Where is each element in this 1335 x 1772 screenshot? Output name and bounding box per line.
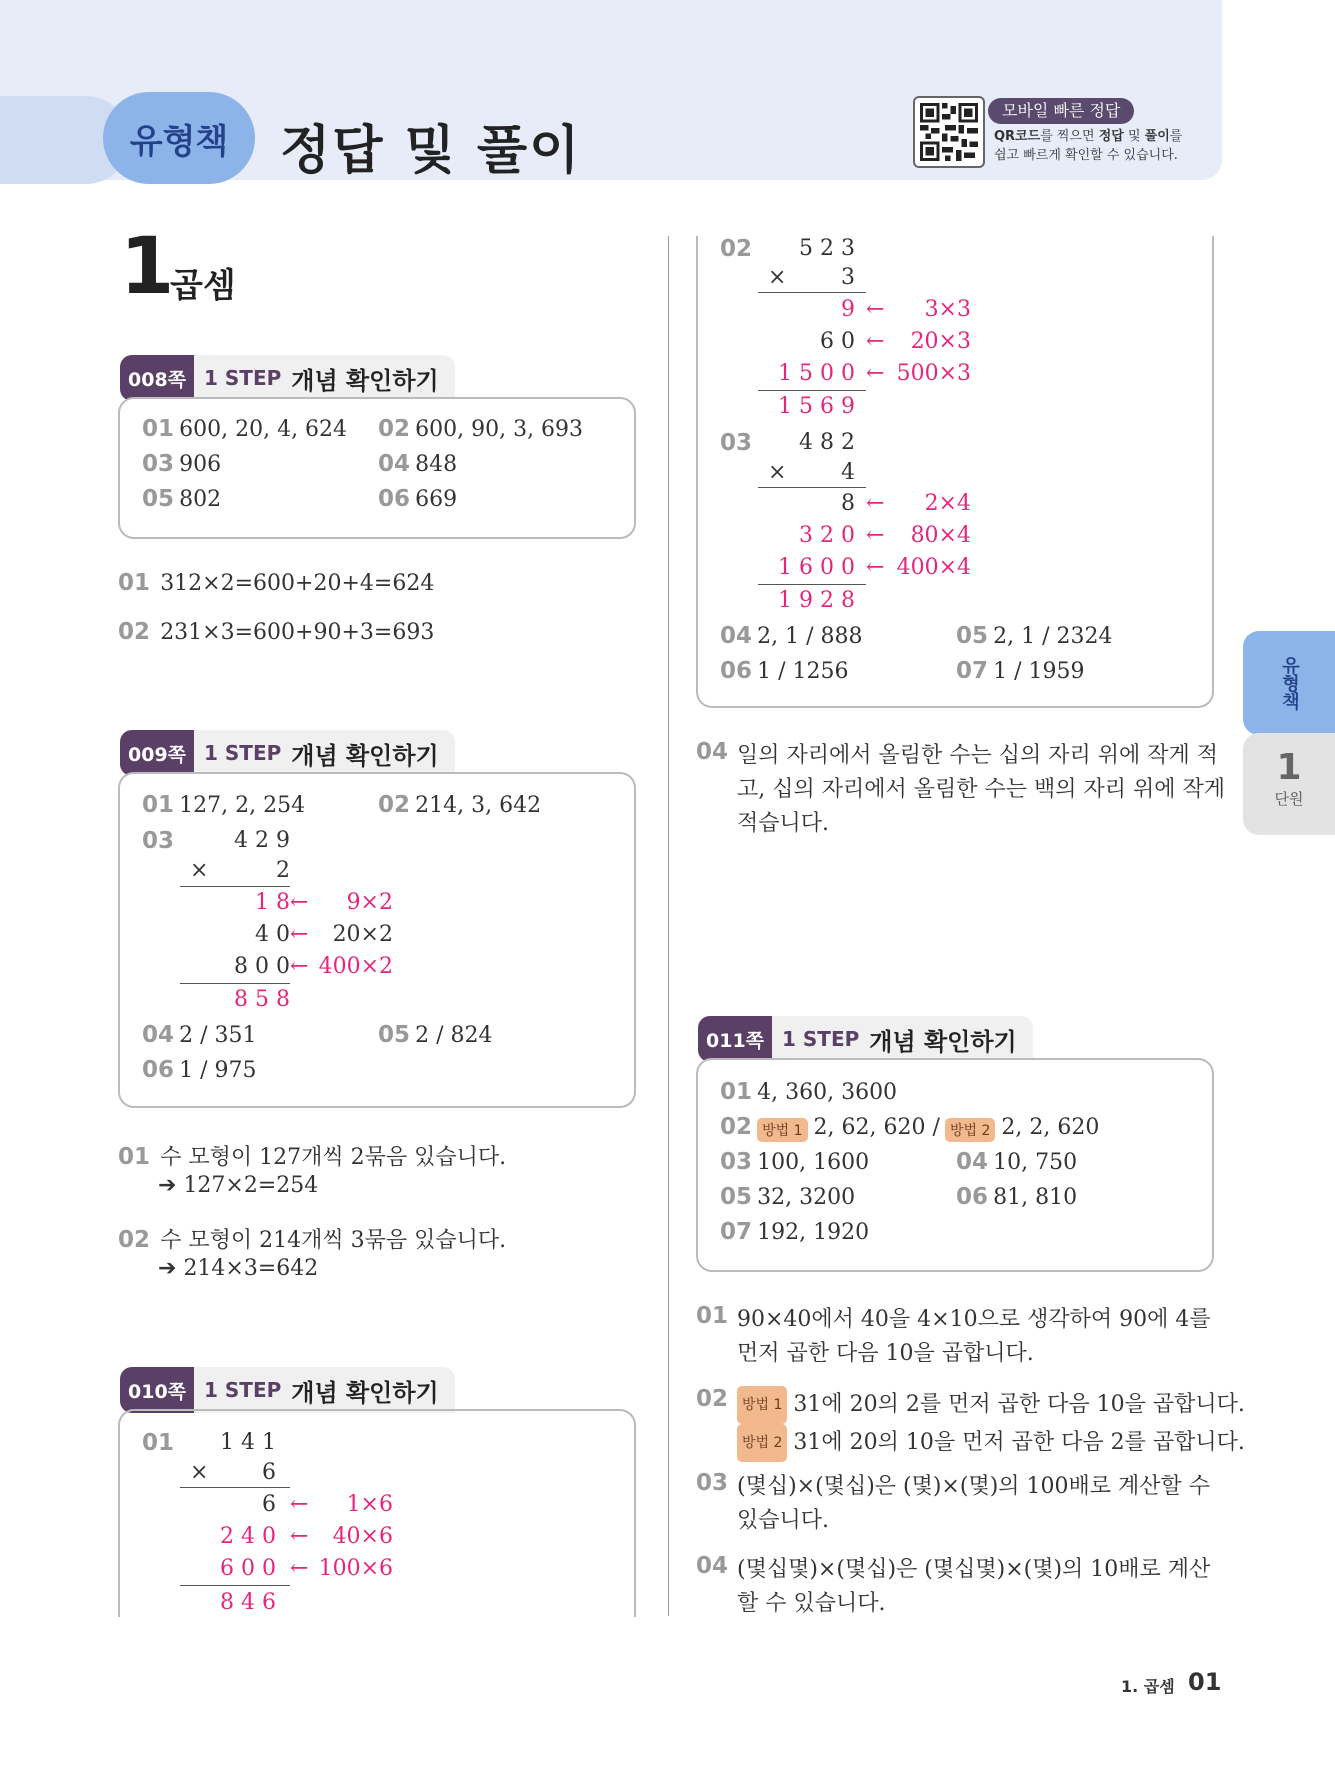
step-label: 1 STEP [204, 741, 282, 765]
answer-item: 02 600, 90, 3, 693 [378, 416, 584, 442]
answer-item: 07 192, 1920 [720, 1219, 870, 1245]
calc-line [758, 487, 866, 488]
chapter-name: 곱셈 [170, 266, 236, 306]
footer-chapter: 1. 곱셈 [1121, 1677, 1175, 1696]
method-badge: 방법 1 [757, 1118, 807, 1142]
arrow-icon: ← [290, 890, 309, 915]
explanation-formula: ➔ 127×2=254 [158, 1173, 319, 1198]
step-label: 1 STEP [204, 1378, 282, 1402]
explanation-text: (몇십몇)×(몇십)은 (몇십몇)×(몇)의 10배로 계산 할 수 있습니다. [737, 1557, 1211, 1616]
unit-label: 단원 [1274, 790, 1304, 808]
calc-line [758, 584, 866, 585]
section-011-badge [698, 1016, 1033, 1062]
arrow-icon: ← [866, 523, 885, 548]
times-sign: × [768, 460, 787, 485]
explanation-item: 02 231×3=600+90+3=693 [118, 619, 435, 645]
item-number: 02 [696, 1386, 729, 1412]
qr-code-icon[interactable] [913, 96, 985, 168]
arrow-icon: ← [866, 329, 885, 354]
arrow-icon: ← [290, 1524, 309, 1549]
explanation-item: 01 수 모형이 127개씩 2묶음 있습니다. [118, 1144, 507, 1170]
answer-item: 04 2 / 351 [142, 1022, 257, 1048]
answer-item: 07 1 / 1959 [956, 658, 1085, 684]
calc-sum: 1 9 2 8 [778, 588, 855, 613]
calc-line [758, 390, 866, 391]
explanation-item: 01 312×2=600+20+4=624 [118, 570, 435, 596]
explanation-text: 일의 자리에서 올림한 수는 십의 자리 위에 작게 적 고, 십의 자리에서 올림한 수는 백의 자리 위에 작게 적습니다. [737, 743, 1225, 836]
calc-sum: 1 5 6 9 [778, 394, 855, 419]
column-divider [668, 236, 669, 1616]
answer-item: 04 848 [378, 451, 458, 477]
answer-item: 01 600, 20, 4, 624 [142, 416, 348, 442]
answer-item: 02 방법 1 2, 62, 620 / 방법 2 2, 2, 620 [720, 1114, 1100, 1140]
explanation-text: 90×40에서 40을 4×10으로 생각하여 90에 4를 먼저 곱한 다음 10을 곱합니다. [737, 1307, 1211, 1366]
arrow-icon: ← [290, 954, 309, 979]
answer-item: 05 32, 3200 [720, 1184, 856, 1210]
side-tab-book[interactable]: 유형책 [1243, 631, 1335, 735]
partial-note: 9×2 [346, 890, 393, 915]
unit-number: 1 [1276, 747, 1302, 788]
calc-multiplicand: 4 2 9 [234, 828, 290, 853]
explanation-text: 방법 1 31에 20의 2를 먼저 곱한 다음 10을 곱합니다. 방법 2 31에 20의 10을 먼저 곱한 다음 2를 곱합니다. [737, 1386, 1245, 1462]
page-title: 정답 및 풀이 [280, 121, 582, 181]
calc-multiplier: 3 [841, 265, 855, 290]
arrow-icon: ← [290, 1556, 309, 1581]
calc-multiplier: 4 [841, 460, 855, 485]
partial-note: 40×6 [332, 1524, 393, 1549]
item-number: 03 [696, 1470, 729, 1496]
arrow-icon: ← [290, 1492, 309, 1517]
calc-multiplicand: 1 4 1 [220, 1430, 276, 1455]
item-number: 04 [696, 1553, 729, 1579]
calc-line [180, 1585, 290, 1586]
times-sign: × [768, 265, 787, 290]
partial-note: 20×2 [332, 922, 393, 947]
partial-note: 100×6 [318, 1556, 393, 1581]
partial-product: 8 [841, 491, 855, 516]
explanation-formula: ➔ 214×3=642 [158, 1256, 319, 1281]
partial-product: 1 6 0 0 [778, 555, 855, 580]
answer-item: 01 4, 360, 3600 [720, 1079, 898, 1105]
section-010-badge [120, 1367, 455, 1413]
partial-note: 400×2 [318, 954, 393, 979]
arrow-icon: ← [866, 555, 885, 580]
page-ref: 010쪽 [120, 1367, 194, 1413]
calc-line [758, 292, 866, 293]
step-label: 1 STEP [204, 366, 282, 390]
explanation-item: 02 수 모형이 214개씩 3묶음 있습니다. [118, 1227, 507, 1253]
partial-note: 20×3 [910, 329, 971, 354]
item-number: 01 [142, 1430, 175, 1456]
partial-note: 3×3 [924, 297, 971, 322]
calc-multiplier: 6 [262, 1460, 276, 1485]
arrow-icon: ← [866, 491, 885, 516]
answer-item: 05 2, 1 / 2324 [956, 623, 1113, 649]
partial-product: 1 8 [255, 890, 290, 915]
answer-item: 06 81, 810 [956, 1184, 1078, 1210]
calc-line [180, 886, 290, 887]
calc-multiplicand: 5 2 3 [799, 236, 855, 261]
partial-note: 500×3 [896, 361, 971, 386]
item-number: 04 [696, 739, 729, 765]
partial-product: 2 4 0 [220, 1524, 276, 1549]
item-number: 03 [142, 828, 175, 854]
page-number: 01 [1188, 1668, 1222, 1696]
partial-product: 6 0 [820, 329, 855, 354]
section-009-badge [120, 730, 455, 776]
partial-note: 2×4 [924, 491, 971, 516]
calc-sum: 8 4 6 [220, 1590, 276, 1615]
page-ref: 009쪽 [120, 730, 194, 776]
answer-item: 04 2, 1 / 888 [720, 623, 863, 649]
explanation-text: (몇십)×(몇십)은 (몇)×(몇)의 100배로 계산할 수 있습니다. [737, 1474, 1211, 1533]
arrow-icon: ← [866, 297, 885, 322]
partial-note: 400×4 [896, 555, 971, 580]
answer-item: 03 906 [142, 451, 222, 477]
partial-product: 1 5 0 0 [778, 361, 855, 386]
partial-product: 9 [841, 297, 855, 322]
page-ref: 008쪽 [120, 355, 194, 401]
calc-multiplicand: 4 8 2 [799, 430, 855, 455]
item-number: 02 [720, 236, 753, 262]
calc-sum: 8 5 8 [234, 987, 290, 1012]
answer-item: 05 2 / 824 [378, 1022, 493, 1048]
answer-item: 03 100, 1600 [720, 1149, 870, 1175]
calc-multiplier: 2 [276, 858, 290, 883]
page-ref: 011쪽 [698, 1016, 772, 1062]
qr-instruction: QR코드를 찍으면 정답 및 풀이를 쉽고 빠르게 확인할 수 있습니다. [994, 129, 1183, 163]
step-label: 1 STEP [782, 1027, 860, 1051]
answer-item: 01 127, 2, 254 [142, 792, 306, 818]
partial-product: 4 0 [255, 922, 290, 947]
answer-item: 06 1 / 1256 [720, 658, 849, 684]
answer-item: 05 802 [142, 486, 222, 512]
times-sign: × [190, 1460, 209, 1485]
arrow-icon: ← [290, 922, 309, 947]
partial-product: 3 2 0 [799, 523, 855, 548]
answer-item: 02 214, 3, 642 [378, 792, 542, 818]
item-number: 01 [696, 1303, 729, 1329]
calc-line [180, 983, 290, 984]
section-title: 개념 확인하기 [291, 741, 439, 770]
method-badge: 방법 2 [945, 1118, 995, 1142]
method-badge: 방법 2 [737, 1424, 787, 1462]
mobile-answer-label: 모바일 빠른 정답 [988, 98, 1134, 124]
answer-item: 06 1 / 975 [142, 1057, 257, 1083]
side-tab-unit[interactable] [1243, 733, 1335, 835]
partial-product: 6 0 0 [220, 1556, 276, 1581]
times-sign: × [190, 858, 209, 883]
answer-item: 04 10, 750 [956, 1149, 1078, 1175]
partial-product: 8 0 0 [234, 954, 290, 979]
section-008-badge [120, 355, 455, 401]
section-title: 개념 확인하기 [291, 1378, 439, 1407]
method-badge: 방법 1 [737, 1386, 787, 1424]
book-tag: 유형책 [129, 121, 229, 162]
item-number: 03 [720, 430, 753, 456]
answer-item: 06 669 [378, 486, 458, 512]
section-title: 개념 확인하기 [869, 1027, 1017, 1056]
partial-note: 1×6 [346, 1492, 393, 1517]
chapter-number: 1 [120, 222, 175, 312]
calc-line [180, 1487, 290, 1488]
partial-note: 80×4 [910, 523, 971, 548]
arrow-icon: ← [866, 361, 885, 386]
section-title: 개념 확인하기 [291, 366, 439, 395]
partial-product: 6 [262, 1492, 276, 1517]
